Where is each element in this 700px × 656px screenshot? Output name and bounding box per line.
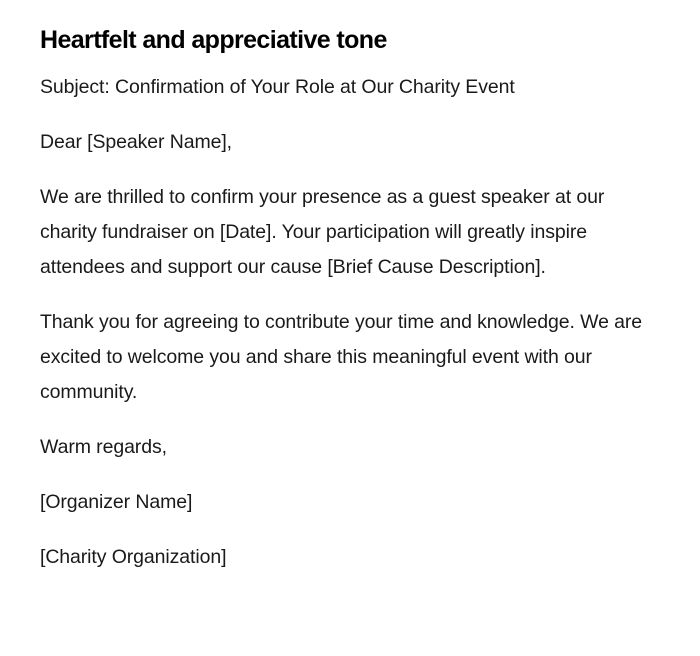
closing: Warm regards, [40, 436, 167, 458]
letter-body [40, 70, 650, 595]
page-title: Heartfelt and appreciative tone [40, 26, 387, 54]
subject-line: Subject: Confirmation of Your Role at Our Charity Event [40, 76, 515, 98]
body-paragraph: Thank you for agreeing to contribute your time and knowledge. We are excited to welcome you and share this meaningful event with our community. [40, 311, 643, 403]
signature-name: [Organizer Name] [40, 491, 193, 513]
signature-organization: [Charity Organization] [40, 546, 227, 568]
salutation: Dear [Speaker Name], [40, 131, 233, 153]
body-paragraph: We are thrilled to confirm your presence as a guest speaker at our charity fundraiser on [Date]. Your participation will greatly inspire attendees and support our cause [Brief Cause Description]. [40, 186, 605, 278]
